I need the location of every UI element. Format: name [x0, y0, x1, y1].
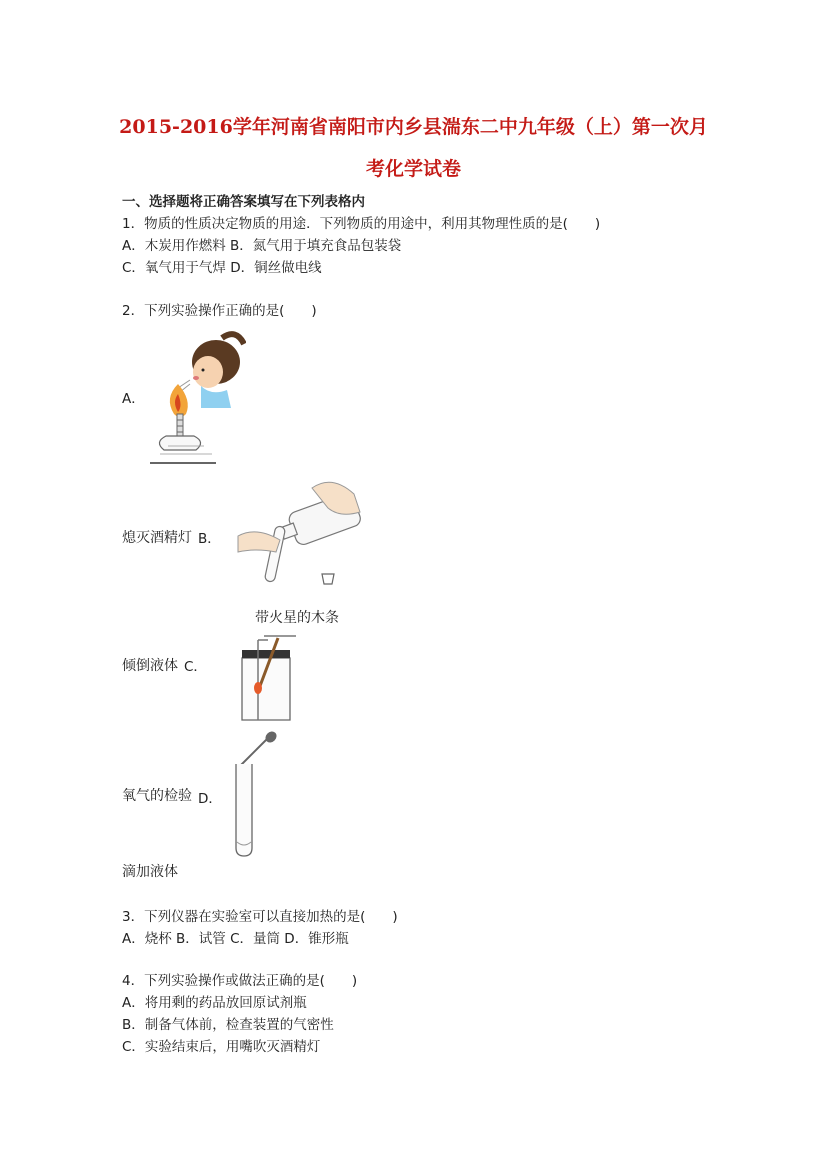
q2-option-b-caption: 倾倒液体: [122, 658, 178, 674]
q2-option-d-caption: 滴加液体: [122, 864, 178, 880]
exam-title-line2: 考化学试卷: [365, 158, 461, 180]
q2-option-d-label: D．: [198, 791, 222, 807]
q2-option-a-caption: 熄灭酒精灯: [122, 530, 192, 546]
q1-options-cd: C．氧气用于气焊 D．铜丝做电线: [122, 260, 322, 276]
q1-stem: 1．物质的性质决定物质的用途．下列物质的用途中，利用其物理性质的是( ): [122, 216, 601, 232]
q1-options-ab: A．木炭用作燃料 B．氮气用于填充食品包装袋: [122, 238, 402, 254]
q2-option-a-label: A．: [122, 391, 145, 407]
q2-option-c-label: C．: [184, 659, 207, 675]
q3-stem: 3．下列仪器在实验室可以直接加热的是( ): [122, 909, 398, 925]
figure-c-caption: 带火星的木条: [255, 610, 339, 626]
q4-option-a: A．将用剩的药品放回原试剂瓶: [122, 995, 307, 1011]
q3-options: A．烧杯 B．试管 C．量筒 D．锥形瓶: [122, 931, 349, 947]
figure-pour-liquid: [234, 474, 364, 592]
figure-blow-lamp: [146, 322, 246, 468]
q4-option-b: B．制备气体前，检查装置的气密性: [122, 1017, 334, 1033]
q2-option-b-label: B．: [198, 531, 221, 547]
figure-drop-liquid: [228, 728, 288, 860]
q4-stem: 4．下列实验操作或做法正确的是( ): [122, 973, 358, 989]
figure-oxygen-test: [236, 630, 298, 724]
exam-title-line1: 2015-2016学年河南省南阳市内乡县湍东二中九年级（上）第一次月: [119, 116, 708, 138]
section-heading: 一、选择题将正确答案填写在下列表格内: [122, 194, 365, 210]
q2-stem: 2．下列实验操作正确的是( ): [122, 303, 317, 319]
q4-option-c: C．实验结束后，用嘴吹灭酒精灯: [122, 1039, 321, 1055]
q2-option-c-caption: 氧气的检验: [122, 788, 192, 804]
